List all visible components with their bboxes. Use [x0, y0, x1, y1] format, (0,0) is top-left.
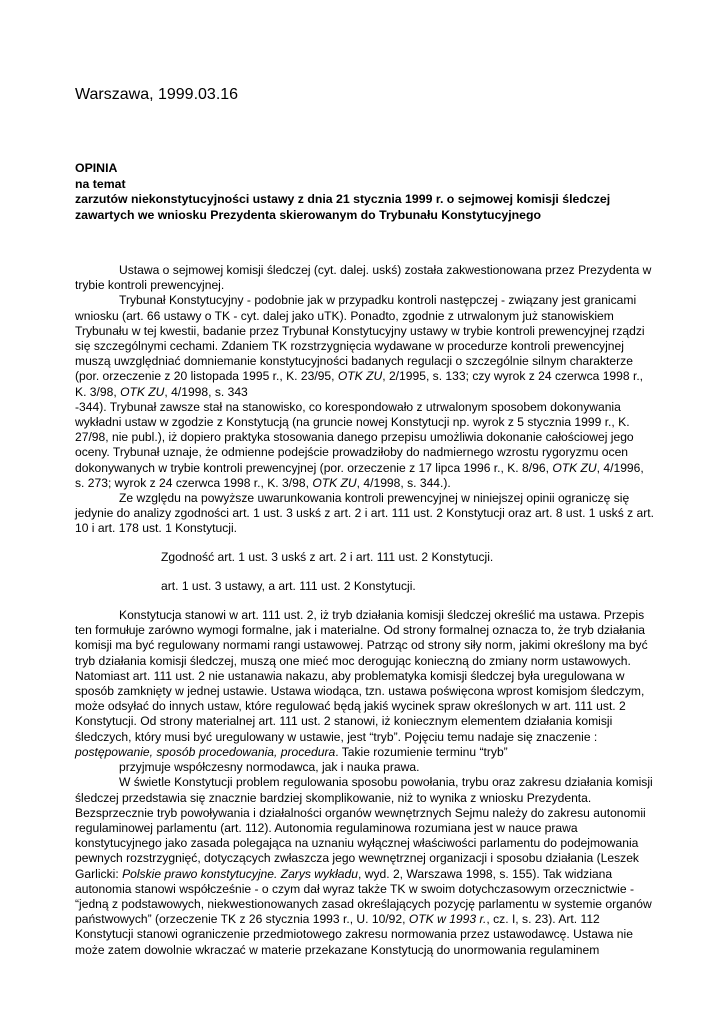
- document-body: [75, 263, 655, 958]
- p5-text-c: , cz. I, s. 23). Art. 112 Konstytucji stanowi ograniczenie przedmiotowego zakresu normowania przez ustawodawcę. Ustawa nie może zatem dowolnie wkraczać w materie przekazane Konstytucją do unormowania regulaminem: [75, 912, 633, 957]
- p2-text-c: , 4/1998, s. 343: [164, 384, 248, 399]
- paragraph-5: [75, 775, 655, 957]
- p5-text-a: W świetle Konstytucji problem regulowania sposobu powołania, trybu oraz zakresu działania komisji śledczej przedstawia się znacznie bardziej skomplikowanie, niż to wynika z wniosku Prezydenta. Bezsprzecznie tryb powoływania i działalności organów wewnętrznych Sejmu należy do zakresu autonomii regulaminowej parlamentu (art. 112). Autonomia regulaminowa rozumiana jest w nauce prawa konstytucyjnego jako zasada polegająca na uznaniu wyłącznej właściwości parlamentu do podejmowania pewnych rozstrzygnięć, dotyczących zwłaszcza jego wewnętrznej organizacji i sposobu działania (Leszek Garlicki:: [75, 775, 653, 881]
- p2-text-b: , 2/1995, s. 133; czy wyrok z 24 czerwca 1998 r., K. 3/98,: [75, 369, 644, 399]
- paragraph-2-continued: [75, 400, 655, 491]
- p2-text-f: , 4/1998, s. 344.).: [356, 475, 451, 490]
- p2-citation-3: OTK ZU: [552, 460, 597, 475]
- paragraph-2: [75, 293, 655, 399]
- paragraph-1: Ustawa o sejmowej komisji śledczej (cyt. dalej. uskś) została zakwestionowana przez Prezydenta w trybie kontroli prewencyjnej.: [75, 263, 652, 293]
- paragraph-4-continued: przyjmuje współczesny normodawca, jak i nauka prawa.: [119, 760, 420, 775]
- p2-text-e: , 4/1996, s. 273; wyrok z 24 czerwca 1998 r., K. 3/98,: [75, 460, 644, 490]
- heading-subject: zarzutów niekonstytucyjności ustawy z dnia 21 stycznia 1999 r. o sejmowej komisji śledczej: [75, 192, 611, 206]
- p4-text-a: Konstytucja stanowi w art. 111 ust. 2, iż tryb działania komisji śledczej określić ma ustawa. Przepis ten formułuje zarówno wymogi formalne, jak i materialne. Od strony formalnej oznacza to, że tryb działania komisji ma być regulowany normami rangi ustawowej. Patrząc od strony siły norm, jakimi określony ma być tryb działania komisji śledczej, muszą one mieć moc derogując konieczną do zmiany norm ustawowych. Natomiast art. 111 ust. 2 nie ustanawia nakazu, aby problematyka komisji śledczej była uregulowana w sposób zamknięty w jednej ustawie. Ustawa wiodąca, tzn. ustawa poświęcona wprost komisjom śledczym, może odsyłać do innych ustaw, które regulować będą jakiś wycinek spraw określonych w art. 111 ust. 2 Konstytucji. Od strony materialnej art. 111 ust. 2 stanowi, iż koniecznym elementem działania komisji śledczych, który musi być uregulowany w ustawie, jest “tryb”. Pojęciu temu nadaje się znaczenie :: [75, 608, 648, 744]
- opinion-heading: [75, 161, 675, 223]
- p2-citation-1: OTK ZU: [337, 369, 383, 384]
- p4-italic-term: postępowanie, sposób procedowania, procedura: [75, 744, 336, 759]
- document-date: Warszawa, 1999.03.16: [75, 86, 239, 103]
- p2-citation-4: OTK ZU: [312, 475, 357, 490]
- p5-citation: OTK w 1993 r.: [408, 912, 487, 927]
- heading-subtitle: na temat: [75, 176, 126, 191]
- p2-citation-2: OTK ZU: [120, 384, 165, 399]
- p5-book-title: Polskie prawo konstytucyjne. Zarys wykładu: [122, 866, 358, 881]
- p2-text-d: -344). Trybunał zawsze stał na stanowisko, co korespondowało z utrwalonym sposobem dokonywania wykładni ustaw w zgodzie z Konstytucją (na gruncie nowej Konstytucji np. wyrok z 5 stycznia 1999 r., K. 27/98, nie publ.), iż dopiero praktyka stosowania danego przepisu umożliwia dokonanie całościowej jego oceny. Trybunał uznaje, że odmienne podejście prowadziłoby do nadmiernego wzrostu rygoryzmu ocen dokonywanych w trybie kontroli prewencyjnej (por. orzeczenie z 17 lipca 1996 r., K. 8/96,: [75, 399, 634, 475]
- p2-text-a: Trybunał Konstytucyjny - podobnie jak w przypadku kontroli następczej - związany jest granicami wniosku (art. 66 ustawy o TK - cyt. dalej jako uTK). Ponadto, zgodnie z utrwalonym już stanowiskiem Trybunału w tej kwestii, badanie przez Trybunał Konstytucyjny ustawy w trybie kontroli prewencyjnej rządzi się szczególnymi cechami. Zdaniem TK rozstrzygnięcia wydawane w procedurze kontroli prewencyjnej muszą uwzględniać domniemanie konstytucyjności badanych regulacji o szczególnie silnym charakterze (por. orzeczenie z 20 listopada 1995 r., K. 23/95,: [75, 293, 645, 384]
- heading-subject-continued: zawartych we wniosku Prezydenta skierowanym do Trybunału Konstytucyjnego: [75, 207, 542, 222]
- p5-text-b: , wyd. 2, Warszawa 1998, s. 155). Tak widziana autonomia stanowi współcześnie - o czym dał wyraz także TK w swoim dotychczasowym orzecznictwie - “jedną z podstawowych, niekwestionowanych zasad określających pozycję parlamentu w systemie organów państwowych” (orzeczenie TK z 26 stycznia 1993 r., U. 10/92,: [75, 866, 652, 927]
- heading-title: OPINIA: [75, 161, 118, 175]
- p4-text-b: . Takie rozumienie terminu “tryb”: [335, 744, 508, 759]
- section-heading-1: Zgodność art. 1 ust. 3 uskś z art. 2 i art. 111 ust. 2 Konstytucji.: [161, 549, 494, 564]
- paragraph-4: [75, 608, 655, 760]
- paragraph-3: Ze względu na powyższe uwarunkowania kontroli prewencyjnej w niniejszej opinii ograniczę się jedynie do analizy zgodności art. 1 ust. 3 uskś z art. 2 i art. 111 ust. 2 Konstytucji oraz art. 8 ust. 1 uskś z art. 10 i art. 178 ust. 1 Konstytucji.: [75, 491, 654, 536]
- section-heading-2: art. 1 ust. 3 ustawy, a art. 111 ust. 2 Konstytucji.: [161, 578, 416, 593]
